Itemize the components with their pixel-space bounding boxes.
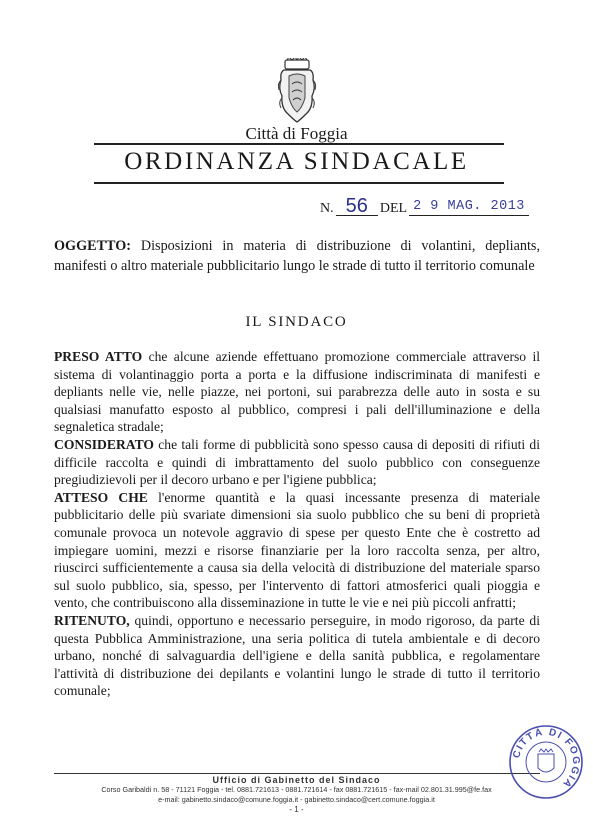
ordinance-title: ORDINANZA SINDACALE [124, 148, 469, 175]
paragraph-keyword: ATTESO CHE [54, 489, 148, 505]
paragraph-text: quindi, opportuno e necessario perseguire, in modo rigoroso, da parte di questa Pubblica Amministrazione, una seria politica di tutela ambientale e di decoro urbano, nonché di salvaguardia dell'igiene e della sanità pubblica, e regolamentare l'attività di distribuzione dei depilants e volantini lungo le strade di tutto il territorio comunale; [54, 612, 540, 699]
title-top-rule [94, 143, 504, 145]
city-name: Città di Foggia [245, 124, 348, 143]
paragraph-keyword: RITENUTO, [54, 612, 130, 628]
paragraph-text: l'enorme quantità e la quasi incessante presenza di materiale pubblicitario delle più svariate dimensioni sia suolo pubblico che su beni di proprietà comunale provoca un notevole aggravio di spese per questo Ente che è costretto ad impiegare uomini, mezzi e risorse finanziarie per la loro raccolta senza, per altro, riuscirci sufficientemente a causa sia della velocità di distribuzione del materiale sparso sul suolo pubblico, sia, spesso, per l'intervento di fattori atmosferici quali pioggia e vento, che contribuiscono alla disseminazione in tutte le vie e nei più piccoli anfratti; [54, 489, 541, 611]
paragraph-text: che tali forme di pubblicità sono spesso causa di depositi di rifiuti di difficile raccolta e quindi di imbrattamento del suolo pubblico con conseguenze pregiudizievoli per il decoro urbano e per l'igiene pubblica; [54, 436, 540, 488]
city-crest-icon [276, 58, 318, 124]
subject-label: OGGETTO: [54, 238, 131, 254]
paragraph-keyword: CONSIDERATO [54, 436, 154, 452]
footer-office: Ufficio di Gabinetto del Sindaco [212, 775, 381, 785]
subject-block [54, 236, 540, 276]
ordinance-date: 2 9 MAG. 2013 [409, 199, 529, 216]
svg-text:CITTÀ DI FOGGIA: CITTÀ DI FOGGIA [511, 726, 582, 791]
footer-address: Corso Garibaldi n. 58 - 71121 Foggia - tel. 0881.721613 - 0881.721614 - fax 0881.721615 - fax-mail 02.801.31.995@fe.fax [101, 785, 492, 794]
section-heading: IL SINDACO [245, 314, 348, 330]
paragraph-considerato [54, 436, 540, 489]
footer [0, 775, 593, 814]
title-bottom-rule [94, 182, 504, 184]
official-seal-stamp-icon [508, 724, 584, 800]
paragraph-atteso-che [54, 489, 540, 612]
page-number: - 1 - [289, 805, 304, 814]
paragraph-text: che alcune aziende effettuano promozione commerciale attraverso il sistema di volantinaggio porta a porta e la diffusione indiscriminata di manifesti e depliants nelle vie, nelle piazze, nei portoni, sui parabrezza delle auto in sosta e su qualsiasi manufatto esposto al pubblico, compresi i pali dell'illuminazione e della segnaletica stradale; [54, 349, 540, 435]
subject-text: Disposizioni in materia di distribuzione di volantini, depliants, manifesti o altro materiale pubblicitario lungo le strade di tutto il territorio comunale [54, 238, 541, 274]
number-label: N. [320, 201, 334, 216]
ordinance-body [54, 348, 540, 700]
footer-rule [54, 773, 540, 774]
ordinance-number: 56 [336, 197, 378, 216]
paragraph-preso-atto [54, 348, 540, 436]
paragraph-ritenuto [54, 612, 540, 700]
date-label: DEL [379, 201, 408, 216]
ordinance-number-row [318, 197, 529, 216]
paragraph-keyword: PRESO ATTO [54, 349, 143, 364]
footer-email: e-mail: gabinetto.sindaco@comune.foggia.it - gabinetto.sindaco@cert.comune.foggia.it [158, 795, 435, 804]
